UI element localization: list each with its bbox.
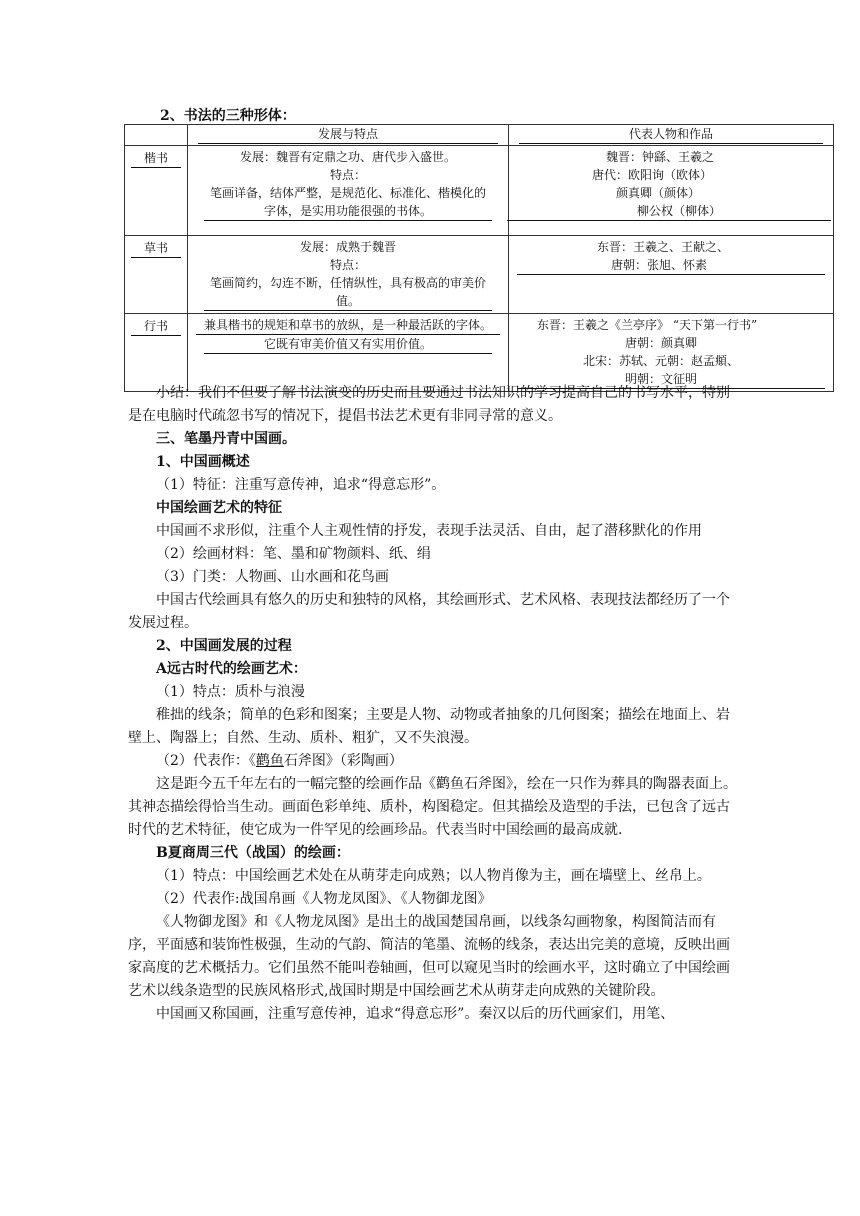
dev-text xyxy=(188,236,508,313)
paragraph-history: 中国古代绘画具有悠久的历史和独特的风格，其绘画形式、艺术风格、表现技法都经历了一个发展过程。 xyxy=(128,592,730,631)
header-empty-cell xyxy=(125,125,188,146)
dev-line: 笔画详备，结体严整，是规范化、标准化、楷模化的 xyxy=(209,186,486,200)
rep-text xyxy=(509,314,833,391)
paragraph-material: （2）绘画材料：笔、墨和矿物颜料、纸、绢 xyxy=(156,546,431,562)
rep-text xyxy=(509,236,833,277)
rep-line: 唐代：欧阳询（欧体） xyxy=(592,168,713,182)
table-header-row xyxy=(125,125,834,146)
rep-line: 明朝：文征明 xyxy=(517,370,825,389)
header-dev: 发展与特点 xyxy=(198,125,498,144)
paragraph-dynasty-work: （2）代表作:战国帛画《人物龙凤图》、《人物御龙图》 xyxy=(156,891,492,907)
paragraph-dynasty-detail: 《人物御龙图》和《人物龙凤图》是出土的战国楚国帛画，以线条勾画物象，构图简洁而有序，平面感和装饰性极强，生动的气韵、简洁的笔墨、流畅的线条，表达出完美的意境，反映出画家高度的艺术概括力。它们虽然不能叫卷轴画，但可以窥见当时的绘画水平，这时确立了中国绘画艺术以线条造型的民族风格形式,战国时期是中国绘画艺术从萌芽走向成熟的关键阶段。 xyxy=(128,914,730,999)
subheading-three-dynasties: B夏商周三代（战国）的绘画： xyxy=(156,845,350,861)
dev-line: 值。 xyxy=(204,292,492,311)
table-row xyxy=(125,236,834,314)
subheading-art-feature: 中国绘画艺术的特征 xyxy=(156,500,282,516)
rep-line: 魏晋：钟繇、王羲之 xyxy=(606,150,715,164)
header-rep-cell xyxy=(509,125,834,146)
summary-paragraph: 小结：我们不但要了解书法演变的历史而且要通过书法知识的学习提高自己的书写水平，特别是在电脑时代疏忽书写的情况下，提倡书法艺术更有非同寻常的意义。 xyxy=(128,385,730,424)
text-span: （2）代表作：《 xyxy=(156,753,256,769)
rep-text xyxy=(509,146,833,223)
script-name: 楷书 xyxy=(131,149,181,168)
script-name: 草书 xyxy=(131,239,181,258)
paragraph-guohua: 中国画又称国画，注重写意传神，追求“得意忘形”。秦汉以后的历代画家们，用笔、 xyxy=(156,1006,675,1022)
subheading-ancient: A远古时代的绘画艺术： xyxy=(156,661,307,677)
paragraph-ancient-feature: （1）特点：质朴与浪漫 xyxy=(156,684,305,700)
section-heading-calligraphy: 2、书法的三种形体： xyxy=(160,108,296,124)
underlined-text: 鹳鱼 xyxy=(255,753,284,769)
dev-line: 特点： xyxy=(329,168,366,182)
paragraph-ancient-detail: 这是距今五千年左右的一幅完整的绘画作品《鹳鱼石斧图》，绘在一只作为葬具的陶器表面上。其神态描绘得恰当生动。画面色彩单纯、质朴，构图稳定。但其描绘及造型的手法，已包含了远古时代的艺术特征，使它成为一件罕见的绘画珍品。代表当时中国绘画的最高成就. xyxy=(128,776,737,838)
dev-line: 笔画简约，勾连不断，任情纵性，具有极高的审美价 xyxy=(209,276,486,290)
table-row xyxy=(125,146,834,236)
paragraph-ancient-work xyxy=(128,750,738,773)
rep-line: 颜真卿（颜体） xyxy=(616,186,701,200)
dev-line: 兼具楷书的规矩和草书的放纵，是一种最活跃的字体。 xyxy=(196,316,500,335)
rep-line: 柳公权（柳体） xyxy=(507,202,831,221)
dev-line: 特点： xyxy=(329,258,366,272)
calligraphy-table xyxy=(124,124,834,392)
text-span: 石斧图》（彩陶画） xyxy=(283,753,403,769)
paragraph-dynasty-feature: （1）特点：中国绘画艺术处在从萌芽走向成熟；以人物肖像为主，画在墙壁上、丝帛上。 xyxy=(156,868,711,884)
document-body xyxy=(128,382,738,1026)
script-name: 行书 xyxy=(131,317,181,336)
dev-line: 发展：成熟于魏晋 xyxy=(299,240,396,254)
dev-line: 它既有审美价值又有实用价值。 xyxy=(204,335,492,354)
header-rep: 代表人物和作品 xyxy=(519,125,823,144)
dev-text xyxy=(188,314,508,356)
paragraph-ancient-desc: 稚拙的线条；简单的色彩和图案；主要是人物、动物或者抽象的几何图案；描绘在地面上、岩壁上、陶器上；自然、生动、质朴、粗犷，又不失浪漫。 xyxy=(128,707,730,746)
rep-line: 东晋：王羲之、王献之、 xyxy=(597,240,730,254)
header-dev-cell xyxy=(188,125,509,146)
paragraph-feature: （1）特征：注重写意传神，追求“得意忘形”。 xyxy=(156,477,446,493)
subheading-overview: 1、中国画概述 xyxy=(156,454,250,470)
rep-line: 唐朝：颜真卿 xyxy=(625,336,698,350)
rep-line: 唐朝：张旭、怀素 xyxy=(517,256,825,275)
subheading-process: 2、中国画发展的过程 xyxy=(156,638,292,654)
table-row xyxy=(125,314,834,392)
paragraph-category: （3）门类：人物画、山水画和花鸟画 xyxy=(156,569,389,585)
rep-line: 北宋：苏轼、元朝：赵孟頫、 xyxy=(583,354,740,368)
dev-text xyxy=(188,146,508,223)
dev-line: 字体，是实用功能很强的书体。 xyxy=(204,202,492,221)
section-heading-painting: 三、笔墨丹青中国画。 xyxy=(156,431,296,447)
paragraph-art: 中国画不求形似，注重个人主观性情的抒发，表现手法灵活、自由，起了潜移默化的作用 xyxy=(156,523,702,539)
dev-line: 发展：魏晋有定鼎之功、唐代步入盛世。 xyxy=(239,150,456,164)
rep-line: 东晋：王羲之《兰亭序》 “天下第一行书” xyxy=(537,318,758,332)
